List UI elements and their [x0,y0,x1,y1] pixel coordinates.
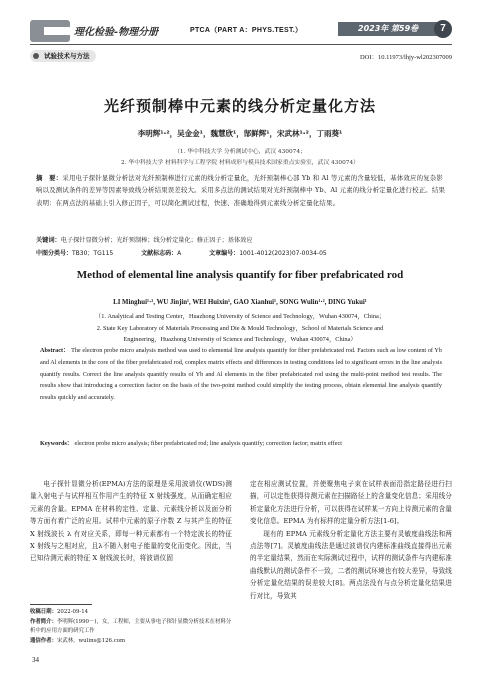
title-en: Method of elemental line analysis quantify for fiber prefabricated rod [76,269,404,281]
doc-code-label: 文献标志码： [141,250,178,257]
journal-header [0,10,480,44]
article-no-value: 1001-4012(2023)07-0034-05 [239,250,327,257]
affiliation-en [44,311,436,346]
doi[interactable]: DOI：10.11973/lhjy-wl202307009 [359,54,452,61]
body-paragraph: 现有的 EPMA 元素线分析定量化方法主要有灵敏度曲线法和两点法等[7]。灵敏度曲线法是通过波谱仪内建标准曲线直接得出元素的半定量结果，然而在实际测试过程中，试样的测试条件与内建标准曲线默认的测试条件不一致，二者的测试环境也有较大差异，导致线分析定量化结果的误差较大[8]。两点法没有与点分析定量化结果进行对比，导致其 [250,529,452,600]
title-cn: 光纤预制棒中元素的线分析定量化方法 [103,97,376,115]
body-column-right [250,478,452,602]
body-paragraph: 定在相应测试位置，并使聚焦电子束在试样表面沿指定路径进行扫描，可以定性获得待测元素在扫描路径上的含量变化信息；采用线分析定量化方法进行分析，可以获得在试样某一方向上待测元素的含量变化信息。EPMA 为有标样的定量分析方法[1-6]。 [250,480,452,526]
keywords-cn [36,235,446,244]
body-paragraph: 电子探针显微分析(EPMA)方法的原理是采用波谱仪(WDS)测量入射电子与试样相互作用产生的特征 X 射线强度，从而确定相应元素的含量。EPMA 在材料的定性、定量、元素线分析以及面分析等方面有着广泛的应用。试样中元素的原子序数 Z 与其产生的特征 X 射线波长 λ 有对应关系，即每一种元素都有一个特定波长的特征 X 射线与之相对应，且λ不随入射电子能量的变化而变化。因此，当已知待测元素的特征 X 射线波长时，将波谱仪固 [30,480,232,563]
keywords-cn-label: 关键词： [36,237,61,244]
contact-label: 通信作者： [30,637,57,644]
abstract-en-text: The electron probe micro analysis method was used to elemental line analysis quantify for fiber prefabricated rod. Factors such as low content of Yb and Al elements in the core of the fiber prefabricated rod, complex matrix effects and differences in testing conditions led to significant errors in the line analysis quantify results. Correct the line analysis quantify results of Yb and Al elements in the fiber prefabricated rod using the multi-point method test results. The results show that introducing a correction factor on the basis of the two-point method could simplify the testing process, obtain elemental line analysis quantify results quickly and accurately. [40,347,442,402]
column-name: 试验技术与方法 [44,52,90,60]
article-no-label: 文章编号： [209,250,240,257]
abstract-cn [36,172,446,209]
authors-cn: 李明辉¹·²，吴金金¹，魏慧欣¹，郜鲜辉¹，宋武林¹·²，丁雨葵¹ [137,129,343,138]
keywords-en [40,438,442,450]
header-rule [30,44,452,45]
bullet-icon [33,53,39,59]
affiliation-en-1: （1. Analytical and Testing Center，Huazhong University of Science and Technology，Wuhan 430074，China； [94,313,386,320]
received-label: 收稿日期： [30,609,57,615]
contact-info[interactable]: 宋武林，wulins@126.com [56,637,126,644]
author-bio: 李明辉(1990－)，女，工程师，主要从事电子探针显微分析技术在材料分析中的应用方面的研究工作 [30,618,232,635]
affiliation-en-3: Engineering，Huazhong University of Science and Technology，Wuhan 430074，China） [123,336,357,343]
abstract-cn-text: 采用电子探针显微分析法对光纤预制棒进行元素的线分析定量化，光纤预制棒心部 Yb 和 Al 等元素的含量较低，基体效应的复杂影响以及测试条件的差异等因素导致线分析结果误差较大。采用多点法的测试结果对光纤预制棒中 Yb、Al 元素的线分析定量化进行校正。结果表明：在两点法的基础上引入修正因子，可以简化测试过程，快速、准确地得到元素线分析定量化结果。 [36,174,446,207]
journal-name-cn: 理化检验-物理分册 [74,27,159,38]
column-tag [30,50,96,62]
keywords-en-label: Keywords： [40,440,73,447]
keywords-en-text: electron probe micro analysis; fiber prefabricated rod; line analysis quantify; correction factor; matrix effect [74,440,342,447]
body-column-left [30,478,232,565]
affiliation-en-2: 2. State Key Laboratory of Materials Processing and Die & Mould Technology，School of Materials Science and [96,324,384,332]
volume-band: 2023年 第59卷 [338,22,448,36]
clc-label: 中图分类号： [36,250,73,257]
footnote-rule [30,604,92,605]
doc-code-value: A [177,250,182,257]
keywords-cn-text: 电子探针显微分析；光纤预制棒；线分析定量化；修正因子；基体效应 [60,237,253,244]
author-bio-label: 作者简介： [30,618,57,625]
clc-value: TB30；TG115 [72,250,114,257]
abstract-en-label: Abstract： [40,347,70,354]
issue-number: 7 [434,20,452,38]
authors-en: LI Minghui¹·², WU Jinjin¹, WEI Huixin¹, GAO Xianhui¹, SONG Wulin¹·², DING Yukui¹ [113,299,367,306]
classification-line [36,248,446,257]
page-number: 34 [32,656,39,664]
journal-name-en: PTCA（PART A：PHYS.TEST.） [190,27,303,34]
journal-logo-icon [30,20,70,42]
footnote [30,608,232,646]
affiliation-cn-1: （1. 华中科技大学 分析测试中心，武汉 430074； [174,149,306,155]
affiliation-cn-2: 2. 华中科技大学 材料科学与工程学院 材料成形与模具技术国家重点实验室，武汉 430074） [121,160,359,166]
abstract-cn-label: 摘 要： [36,174,63,182]
received-date: 2022-09-14 [56,609,89,615]
abstract-en [40,345,442,404]
